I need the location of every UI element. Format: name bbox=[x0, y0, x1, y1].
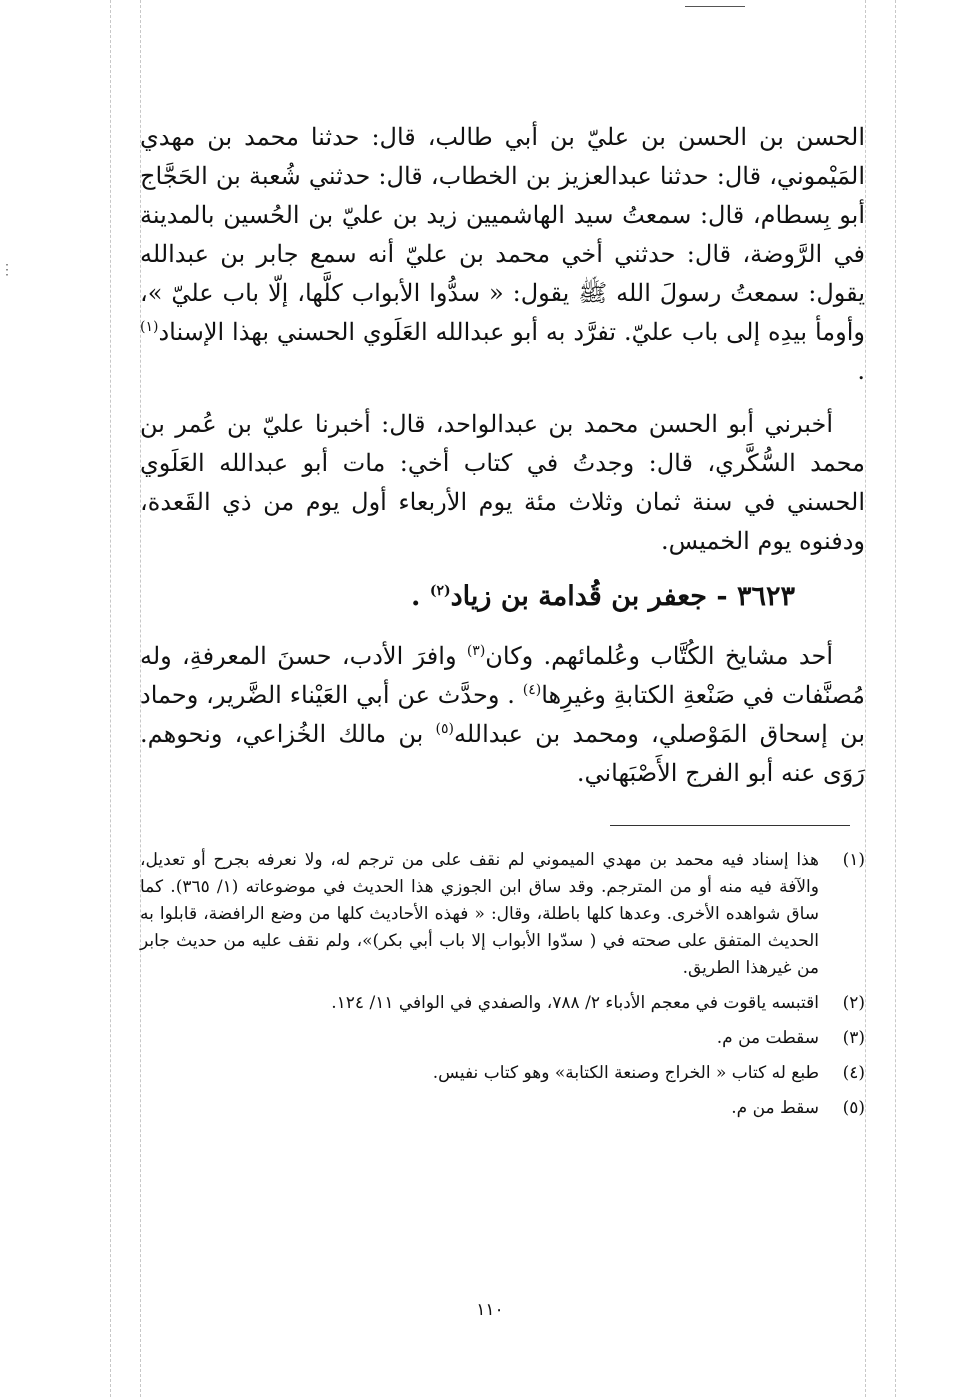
footnote-number: (٥) bbox=[842, 1098, 865, 1118]
paragraph: أخبرني أبو الحسن محمد بن عبدالواحد، قال: أخبرنا عليّ بن عُمر بن محمد السُّكَّري، قال: وجدتُ في كتاب أخي: مات أبو عبدالله العَلَوي الحسني في سنة ثمان وثلاث مئة يوم الأربعاء أول يوم من ذي القَعدة، ودفنوه يوم الخميس. bbox=[140, 410, 865, 555]
scan-edge-mark: ⋮ bbox=[0, 262, 14, 278]
footnote-ref: (٢) bbox=[429, 583, 451, 599]
entry-heading: ٣٦٢٣ - جعفر بن قُدامة بن زياد$^{(٢)}$ . bbox=[411, 581, 795, 612]
footnote-number: (١) bbox=[842, 850, 865, 870]
footnote-separator bbox=[610, 825, 850, 826]
footnote bbox=[140, 1025, 865, 1052]
entry-name: جعفر بن قُدامة بن زياد bbox=[450, 581, 707, 612]
footnote-ref: (١) bbox=[140, 319, 159, 335]
footnote bbox=[140, 1060, 865, 1087]
paragraph: أحد مشايخ الكُتَّاب وعُلمائهم. وكان$^{(٣)}$ وافرَ الأدب، حسنَ المعرفةِ، وله مُصنَّفات في صَنْعةِ الكتابةِ وغيرِها$^{(٤)}$ . وحدَّث عن أبي العَيْناء الضَّرير، وحماد بن إسحاق المَوْصلي، ومحمد بن عبدالله$^{(٥)}$ بن مالك الخُزاعي، ونحوهم. رَوَى عنه أبو الفرج الأَصْبَهاني. bbox=[140, 642, 866, 787]
footnote-ref: (٤) bbox=[522, 682, 542, 698]
scan-guide-line bbox=[895, 0, 896, 1397]
footnote-text: طبع له كتاب « الخراج وصنعة الكتابة» وهو كتاب نفيس. bbox=[432, 1063, 819, 1083]
footnote-text: سقطت من م. bbox=[716, 1028, 819, 1048]
footnote bbox=[140, 847, 865, 982]
footnote-text: هذا إسناد فيه محمد بن مهدي الميموني لم نقف على من ترجم له، ولا نعرفه بجرح أو تعديل، والآفة فيه منه أو من المترجم. وقد ساق ابن الجوزي هذا الحديث في موضوعاته (١/ ٣٦٥). كما ساق شواهده الأخرى. وعدها كلها باطلة، وقال: « فهذه الأحاديث كلها من وضع الرافضة، قابلوا به الحديث المتفق على صحته في ( سدّوا الأبواب إلا باب أبي بكر)»، ولم نقف عليه من حديث جابر من غيرهذا الطريق. bbox=[140, 850, 819, 978]
footnote-number: (٣) bbox=[842, 1028, 865, 1048]
footnote-number: (٤) bbox=[842, 1063, 865, 1083]
paragraph: الحسن بن الحسن بن عليّ بن أبي طالب، قال: حدثنا محمد بن مهدي المَيْموني، قال: حدثنا عبدالعزيز بن الخطاب، قال: حدثني شُعبة بن الحَجَّاج أبو بِسطام، قال: سمعتُ سيد الهاشميين زيد بن عليّ بن الحُسين بالمدينة في الرَّوضة، قال: حدثني أخي محمد بن عليّ أنه سمع جابر بن عبدالله يقول: سمعتُ رسولَ الله ﷺ يقول: « سدُّوا الأبواب كلَّها، إلّا باب عليّ »، وأومأ بيدِه إلى باب عليّ. تفرَّد به أبو عبدالله العَلَوي الحسني بهذا الإسناد$^{(١)}$ . bbox=[140, 123, 865, 385]
footnote-ref: (٥) bbox=[435, 721, 454, 737]
footnote-number: (٢) bbox=[842, 993, 865, 1013]
footnote-ref: (٣) bbox=[466, 643, 486, 659]
scan-guide-line bbox=[865, 0, 866, 1397]
footnote-text: اقتبسه ياقوت في معجم الأدباء ٢/ ٧٨٨، والصفدي في الوافي ١١/ ١٢٤. bbox=[331, 993, 819, 1013]
main-text bbox=[140, 118, 865, 793]
page-number: ١١٠ bbox=[476, 1300, 504, 1320]
top-rule bbox=[685, 6, 745, 7]
footnote bbox=[140, 990, 865, 1017]
entry-number: ٣٦٢٣ bbox=[736, 581, 795, 612]
footnote bbox=[140, 1095, 865, 1122]
scan-guide-line bbox=[110, 0, 111, 1397]
footnote-text: سقط من م. bbox=[731, 1098, 819, 1118]
footnotes bbox=[140, 847, 865, 1130]
